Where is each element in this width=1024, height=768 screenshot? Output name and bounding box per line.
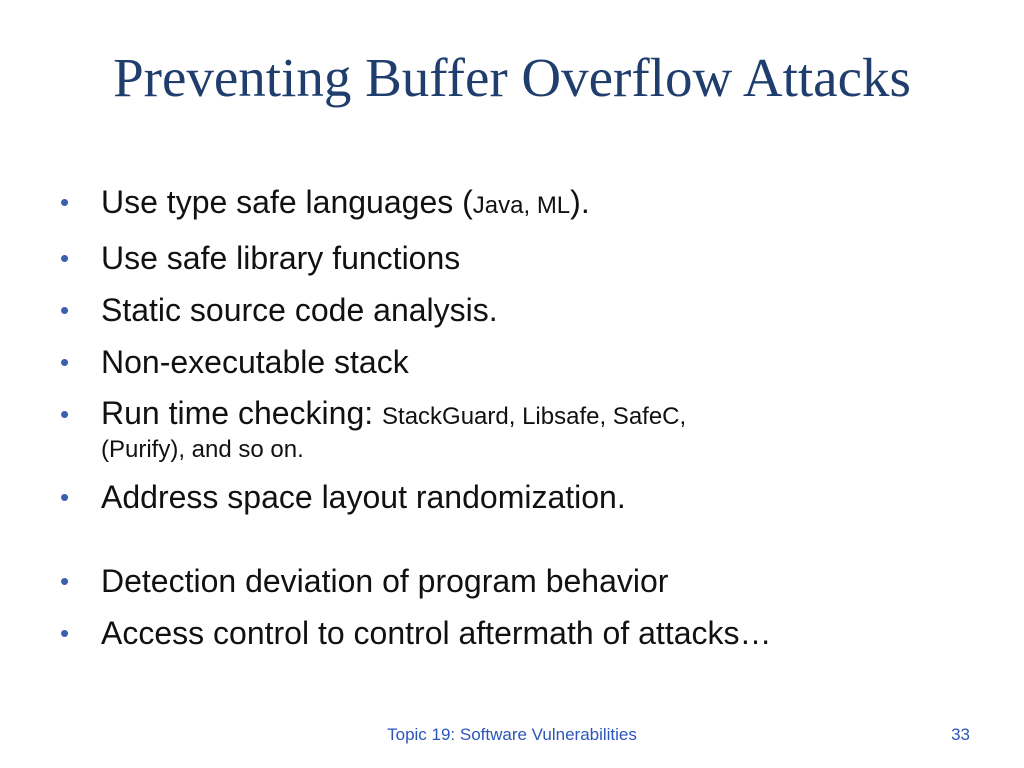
bullet-safe-library-functions xyxy=(60,239,960,277)
bullet-glyph: • xyxy=(60,566,70,596)
bullet-text: Access control to control aftermath of attacks… xyxy=(101,615,772,651)
bullet-glyph: • xyxy=(60,399,70,429)
bullet-text-tail: ). xyxy=(570,184,590,220)
bullet-text-small: StackGuard, Libsafe, SafeC, xyxy=(382,403,687,430)
bullet-run-time-checking xyxy=(60,395,960,464)
bullet-detection-deviation xyxy=(60,562,960,600)
footer-topic: Topic 19: Software Vulnerabilities xyxy=(387,725,637,744)
bullet-static-analysis xyxy=(60,291,960,329)
bullet-glyph: • xyxy=(60,618,70,648)
bullet-glyph: • xyxy=(60,187,70,217)
bullet-text: Use safe library functions xyxy=(101,240,461,276)
bullet-text-small: Java, ML xyxy=(472,192,571,219)
bullet-non-executable-stack xyxy=(60,343,960,381)
bullet-glyph: • xyxy=(60,243,70,273)
bullet-glyph: • xyxy=(60,482,70,512)
bullet-text: Non-executable stack xyxy=(101,344,409,380)
slide-title: Preventing Buffer Overflow Attacks xyxy=(113,47,911,108)
page-number: 33 xyxy=(951,725,970,744)
bullet-aslr xyxy=(60,478,960,516)
bullet-continuation: (Purify), and so on. xyxy=(101,436,304,463)
bullet-text: Address space layout randomization. xyxy=(101,479,626,515)
bullet-text: Run time checking: xyxy=(101,395,383,431)
bullet-type-safe-languages xyxy=(60,183,960,225)
bullet-text: Detection deviation of program behavior xyxy=(101,563,669,599)
bullet-access-control xyxy=(60,614,960,652)
bullet-glyph: • xyxy=(60,295,70,325)
bullet-glyph: • xyxy=(60,347,70,377)
bullet-text: Use type safe languages ( xyxy=(101,184,473,220)
bullet-list xyxy=(60,183,960,666)
bullet-text: Static source code analysis. xyxy=(101,292,498,328)
